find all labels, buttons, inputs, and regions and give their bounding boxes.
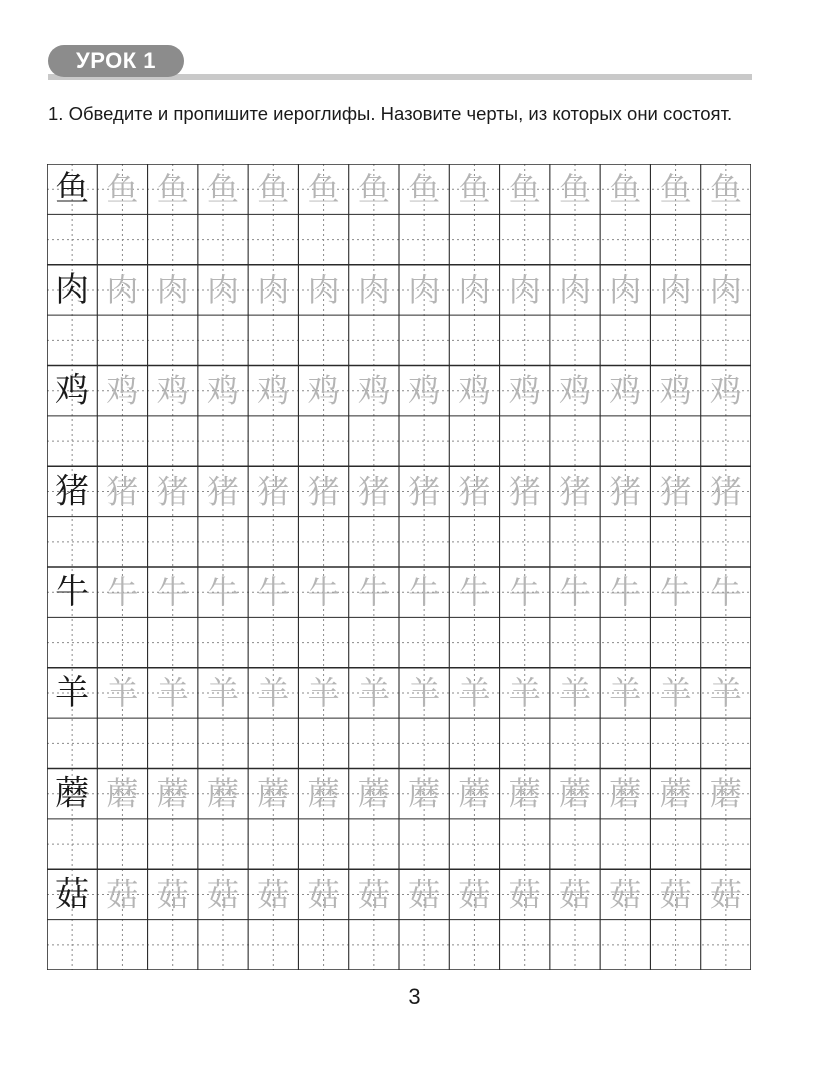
trace-character: 鱼 xyxy=(408,170,441,209)
trace-character: 肉 xyxy=(408,270,441,309)
trace-character: 羊 xyxy=(508,673,541,712)
trace-character: 肉 xyxy=(609,270,642,309)
trace-character: 羊 xyxy=(106,673,139,712)
lesson-badge: УРОК 1 xyxy=(48,45,184,77)
trace-character: 羊 xyxy=(257,673,290,712)
model-character: 牛 xyxy=(55,572,90,613)
trace-character: 菇 xyxy=(156,875,189,914)
trace-character: 猪 xyxy=(408,472,441,511)
trace-character: 肉 xyxy=(357,270,390,309)
model-character: 菇 xyxy=(55,874,90,915)
trace-character: 猪 xyxy=(206,472,240,511)
trace-character: 菇 xyxy=(257,875,290,914)
lesson-header xyxy=(48,45,752,81)
trace-character: 鱼 xyxy=(106,170,139,209)
trace-character: 蘑 xyxy=(508,774,541,813)
trace-character: 蘑 xyxy=(659,774,692,813)
trace-character: 菇 xyxy=(307,875,340,914)
trace-character: 鱼 xyxy=(558,170,592,209)
trace-character: 蘑 xyxy=(257,774,290,813)
trace-character: 猪 xyxy=(709,472,742,511)
trace-character: 牛 xyxy=(357,573,390,612)
trace-character: 鸡 xyxy=(408,371,441,410)
trace-character: 鱼 xyxy=(659,170,692,209)
trace-character: 牛 xyxy=(458,573,491,612)
trace-character: 蘑 xyxy=(357,774,390,813)
trace-character: 菇 xyxy=(659,875,692,914)
trace-character: 猪 xyxy=(659,472,692,511)
trace-character: 鱼 xyxy=(257,170,290,209)
trace-character: 牛 xyxy=(709,573,742,612)
trace-character: 羊 xyxy=(408,673,441,712)
trace-character: 鱼 xyxy=(508,170,541,209)
model-character: 肉 xyxy=(55,269,90,310)
trace-character: 羊 xyxy=(307,673,340,712)
trace-character: 羊 xyxy=(659,673,692,712)
trace-character: 肉 xyxy=(508,270,541,309)
trace-character: 肉 xyxy=(659,270,692,309)
trace-character: 猪 xyxy=(257,472,290,511)
trace-character: 菇 xyxy=(709,875,742,914)
trace-character: 鸡 xyxy=(357,371,390,410)
trace-character: 牛 xyxy=(659,573,692,612)
trace-character: 菇 xyxy=(357,875,390,914)
trace-character: 蘑 xyxy=(458,774,491,813)
trace-character: 蘑 xyxy=(408,774,441,813)
trace-character: 猪 xyxy=(307,472,340,511)
trace-character: 牛 xyxy=(408,573,441,612)
trace-character: 鱼 xyxy=(206,170,240,209)
model-character: 鸡 xyxy=(55,370,90,411)
trace-character: 羊 xyxy=(709,673,742,712)
trace-character: 牛 xyxy=(558,573,592,612)
trace-character: 羊 xyxy=(357,673,390,712)
trace-character: 蘑 xyxy=(307,774,340,813)
trace-character: 鸡 xyxy=(659,371,692,410)
model-character: 蘑 xyxy=(55,773,90,814)
trace-character: 猪 xyxy=(458,472,491,511)
page-number: 3 xyxy=(408,984,421,1009)
trace-character: 菇 xyxy=(508,875,541,914)
writing-grid xyxy=(47,164,751,970)
trace-character: 鸡 xyxy=(156,371,189,410)
trace-character: 肉 xyxy=(257,270,290,309)
trace-character: 猪 xyxy=(106,472,139,511)
trace-character: 猪 xyxy=(357,472,390,511)
trace-character: 羊 xyxy=(458,673,491,712)
model-character: 猪 xyxy=(55,471,90,512)
trace-character: 鱼 xyxy=(709,170,742,209)
trace-character: 菇 xyxy=(206,875,240,914)
trace-character: 蘑 xyxy=(156,774,189,813)
trace-character: 鱼 xyxy=(609,170,642,209)
trace-character: 菇 xyxy=(609,875,642,914)
trace-character: 肉 xyxy=(307,270,340,309)
trace-character: 羊 xyxy=(206,673,240,712)
trace-character: 羊 xyxy=(558,673,592,712)
trace-character: 蘑 xyxy=(709,774,742,813)
trace-character: 鱼 xyxy=(357,170,390,209)
trace-character: 羊 xyxy=(609,673,642,712)
trace-character: 肉 xyxy=(558,270,592,309)
task-instruction: 1. Обведите и пропишите иероглифы. Назовите черты, из которых они состоят. xyxy=(48,103,733,124)
trace-character: 蘑 xyxy=(206,774,240,813)
trace-character: 猪 xyxy=(558,472,592,511)
trace-character: 牛 xyxy=(257,573,290,612)
trace-character: 蘑 xyxy=(106,774,139,813)
trace-character: 鱼 xyxy=(307,170,340,209)
trace-character: 肉 xyxy=(206,270,240,309)
trace-character: 猪 xyxy=(609,472,642,511)
trace-character: 鸡 xyxy=(709,371,742,410)
trace-character: 牛 xyxy=(156,573,189,612)
trace-character: 牛 xyxy=(508,573,541,612)
model-character: 羊 xyxy=(55,672,90,713)
trace-character: 菇 xyxy=(106,875,139,914)
trace-character: 鸡 xyxy=(206,371,240,410)
trace-character: 牛 xyxy=(206,573,240,612)
trace-character: 肉 xyxy=(458,270,491,309)
trace-character: 肉 xyxy=(709,270,742,309)
trace-character: 肉 xyxy=(106,270,139,309)
trace-character: 鸡 xyxy=(609,371,642,410)
trace-character: 鸡 xyxy=(458,371,491,410)
trace-character: 鸡 xyxy=(257,371,290,410)
trace-character: 牛 xyxy=(609,573,642,612)
trace-character: 菇 xyxy=(558,875,592,914)
trace-character: 羊 xyxy=(156,673,189,712)
trace-character: 牛 xyxy=(106,573,139,612)
trace-character: 猪 xyxy=(508,472,541,511)
trace-character: 猪 xyxy=(156,472,189,511)
model-character: 鱼 xyxy=(55,169,90,210)
trace-character: 菇 xyxy=(408,875,441,914)
trace-character: 蘑 xyxy=(558,774,592,813)
trace-character: 鱼 xyxy=(458,170,491,209)
trace-character: 鸡 xyxy=(558,371,592,410)
trace-character: 鸡 xyxy=(307,371,340,410)
trace-character: 鸡 xyxy=(106,371,139,410)
trace-character: 菇 xyxy=(458,875,491,914)
writing-grid-svg xyxy=(47,164,751,970)
trace-character: 牛 xyxy=(307,573,340,612)
trace-character: 蘑 xyxy=(609,774,642,813)
trace-character: 肉 xyxy=(156,270,189,309)
trace-character: 鸡 xyxy=(508,371,541,410)
trace-character: 鱼 xyxy=(156,170,189,209)
